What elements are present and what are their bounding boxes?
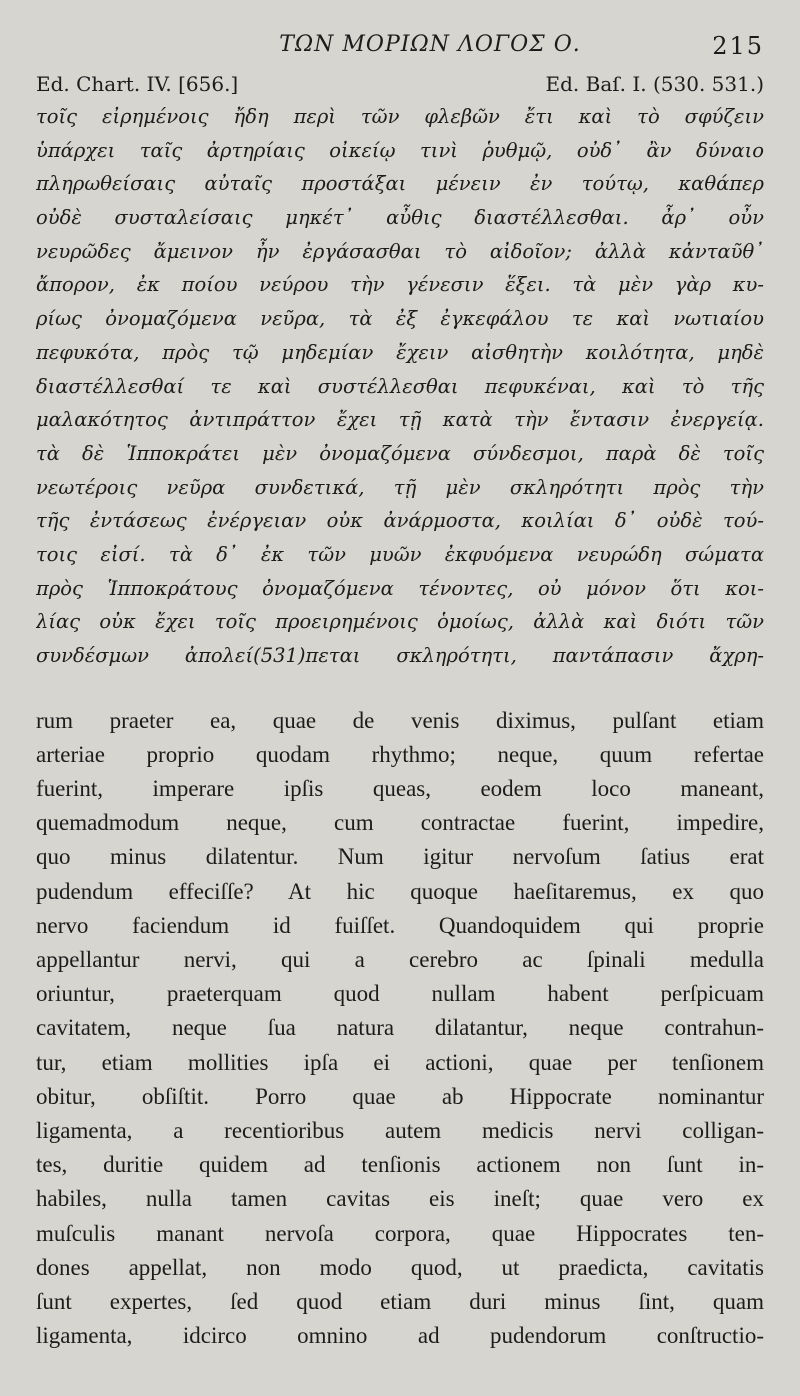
greek-text-block [36, 100, 764, 673]
latin-text-line: ligamenta, idcirco omnino ad pudendorum conſtructio- [36, 1323, 764, 1349]
greek-text-line: νεωτέροις νεῦρα συνδετικά, τῇ μὲν σκληρότητι πρὸς τὴν [36, 475, 764, 499]
greek-text-line: ρίως ὀνομαζόμενα νεῦρα, τὰ ἐξ ἐγκεφάλου τε καὶ νωτιαίου [36, 307, 764, 331]
latin-text-line: pudendum effeciſſe? At hic quoque haeſitaremus, ex quo [36, 878, 764, 904]
section-divider-space [36, 673, 764, 704]
greek-text-line: νευρῶδες ἄμεινον ἦν ἐργάσασθαι τὸ αἰδοῖον; ἀλλὰ κἀνταῦθ᾽ [36, 239, 764, 263]
latin-text-line: arteriae proprio quodam rhythmo; neque, quum refertae [36, 741, 764, 767]
greek-text-line: ὑπάρχει ταῖς ἀρτηρίαις οἰκείῳ τινὶ ῥυθμῷ, οὐδ᾽ ἂν δύναιο [36, 138, 764, 162]
latin-text-line: muſculis manant nervoſa corpora, quae Hippocrates ten- [36, 1220, 764, 1246]
greek-text-line: συνδέσμων ἀπολεί(531)πεται σκληρότητι, παντάπασιν ἄχρη- [36, 644, 764, 667]
greek-text-line: λίας οὐκ ἔχει τοῖς προειρημένοις ὁμοίως, ἀλλὰ καὶ διότι τῶν [36, 610, 764, 634]
running-head [36, 24, 764, 68]
greek-text-line: διαστέλλεσθαί τε καὶ συστέλλεσθαι πεφυκέναι, καὶ τὸ τῆς [36, 374, 764, 398]
greek-text-line: ἄπορον, ἐκ ποίου νεύρου τὴν γένεσιν ἕξει. τὰ μὲν γὰρ κυ- [36, 273, 764, 297]
latin-text-line: obitur, obſiſtit. Porro quae ab Hippocrate nominantur [36, 1083, 764, 1109]
latin-text-block [36, 704, 764, 1354]
latin-text-line: fuerint, imperare ipſis queas, eodem loco maneant, [36, 776, 764, 802]
greek-text-line: μαλακότητος ἀντιπράττον ἔχει τῇ κατὰ τὴν ἔντασιν ἐνεργείᾳ. [36, 408, 764, 432]
page-number: 215 [712, 32, 764, 60]
latin-text-line: ſunt expertes, ſed quod etiam duri minus ſint, quam [36, 1288, 764, 1314]
greek-text-line: πληρωθείσαις αὐταῖς προστάξαι μένειν ἐν τούτῳ, καθάπερ [36, 172, 764, 196]
greek-text-line: οὐδὲ συσταλείσαις μηκέτ᾽ αὖθις διαστέλλεσθαι. ἆρ᾽ οὖν [36, 206, 764, 230]
latin-text-line: ligamenta, a recentioribus autem medicis nervi colligan- [36, 1117, 764, 1143]
latin-text-line: nervo faciendum id fuiſſet. Quandoquidem qui proprie [36, 912, 764, 938]
greek-text-line: τοις εἰσί. τὰ δ᾽ ἐκ τῶν μυῶν ἐκφυόμενα νευρώδη σώματα [36, 542, 764, 566]
latin-text-line: dones appellat, non modo quod, ut praedicta, cavitatis [36, 1254, 764, 1280]
latin-text-line: quo minus dilatentur. Num igitur nervoſum ſatius erat [36, 844, 764, 870]
greek-text-line: τοῖς εἰρημένοις ἤδη περὶ τῶν φλεβῶν ἔτι καὶ τὸ σφύζειν [36, 105, 764, 128]
greek-text-line: πεφυκότα, πρὸς τῷ μηδεμίαν ἔχειν αἰσθητὴν κοιλότητα, μηδὲ [36, 340, 764, 364]
latin-text-line: appellantur nervi, qui a cerebro ac ſpinali medulla [36, 947, 764, 972]
greek-text-line: πρὸς Ἱπποκράτους ὀνομαζόμενα τένοντες, οὐ μόνον ὅτι κοι- [36, 576, 764, 600]
latin-text-line: oriuntur, praeterquam quod nullam habent perſpicuam [36, 981, 764, 1007]
edition-reference-left: Ed. Chart. IV. [656.] [36, 72, 239, 96]
running-title: ΤΩΝ ΜΟΡΙΩΝ ΛΟΓΟΣ Ο. [279, 32, 581, 57]
latin-text-line: rum praeter ea, quae de venis diximus, pulſant etiam [36, 707, 764, 733]
latin-text-line: tur, etiam mollities ipſa ei actioni, quae per tenſionem [36, 1049, 764, 1075]
latin-text-line: tes, duritie quidem ad tenſionis actionem non ſunt in- [36, 1152, 764, 1178]
greek-text-line: τῆς ἐντάσεως ἐνέργειαν οὐκ ἀνάρμοστα, κοιλίαι δ᾽ οὐδὲ τού- [36, 509, 764, 533]
edition-references [36, 68, 764, 100]
latin-text-line: habiles, nulla tamen cavitas eis ineſt; quae vero ex [36, 1186, 764, 1212]
latin-text-line: cavitatem, neque ſua natura dilatantur, neque contrahun- [36, 1015, 764, 1041]
latin-text-line: quemadmodum neque, cum contractae fuerint, impedire, [36, 810, 764, 836]
edition-reference-right: Ed. Baſ. I. (530. 531.) [545, 72, 764, 96]
greek-text-line: τὰ δὲ Ἱπποκράτει μὲν ὀνομαζόμενα σύνδεσμοι, παρὰ δὲ τοῖς [36, 441, 764, 465]
